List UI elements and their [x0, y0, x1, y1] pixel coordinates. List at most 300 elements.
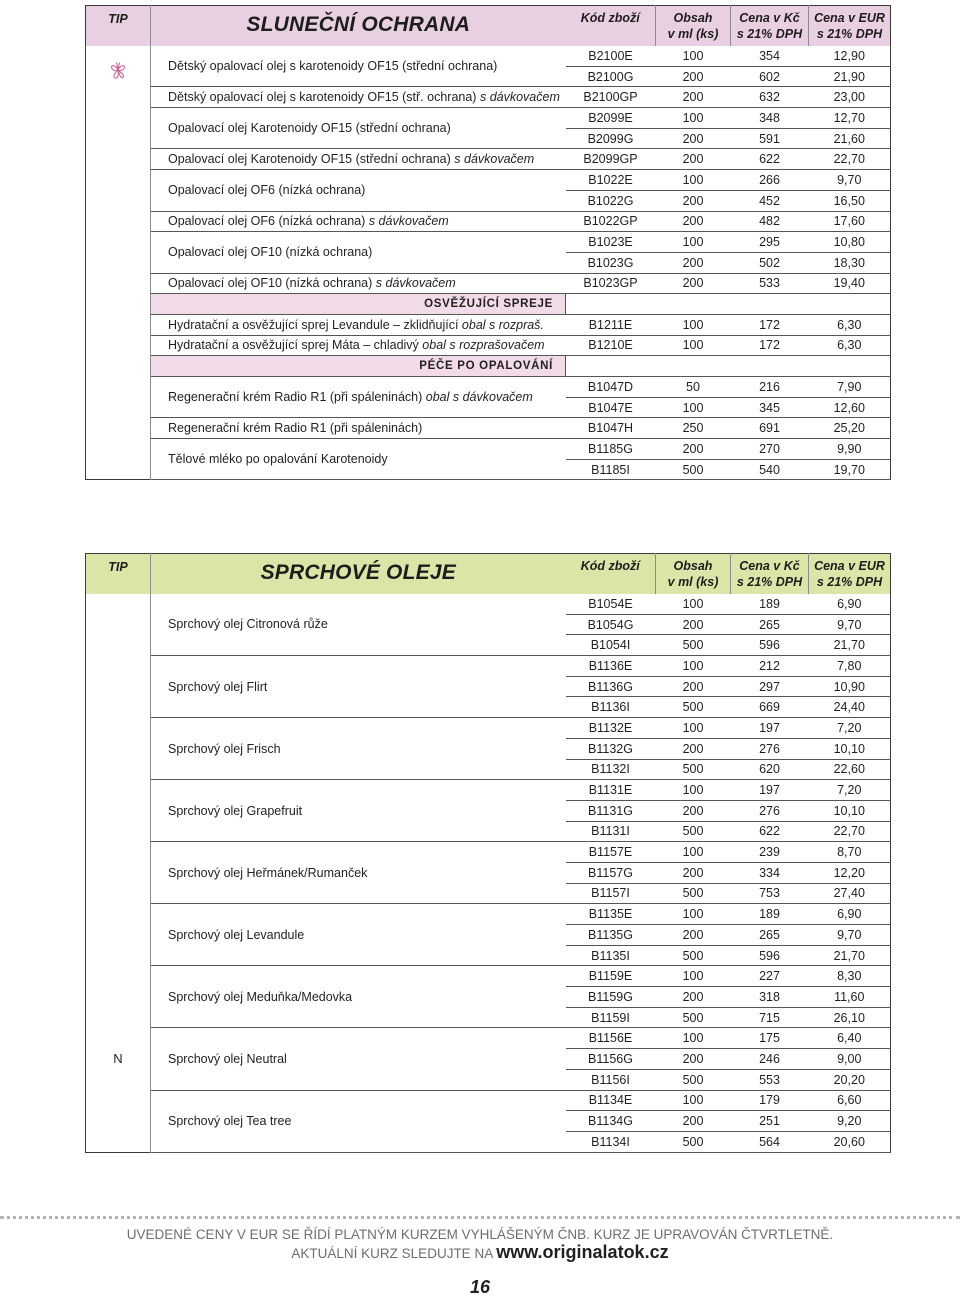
- page-number: 16: [469, 1277, 491, 1297]
- product-name: [151, 904, 566, 966]
- product-name-text: Opalovací olej Karotenoidy OF15 (střední ochrana): [168, 121, 451, 136]
- product-name-text: Dětský opalovací olej s karotenoidy OF15 (stř. ochrana): [168, 90, 477, 105]
- table-row: [86, 1028, 891, 1049]
- section-row-spacer: [566, 294, 891, 315]
- table-row: [86, 418, 891, 439]
- price-eur: 12,90: [809, 46, 891, 67]
- price-eur: 9,70: [809, 614, 891, 635]
- price-czk: 345: [731, 397, 809, 418]
- product-name: [151, 273, 566, 294]
- tip-mark: N: [113, 1050, 123, 1066]
- table-row: [86, 232, 891, 253]
- product-name: [151, 966, 566, 1028]
- table-header-row: [86, 554, 891, 594]
- product-name: [151, 418, 566, 439]
- content-volume: 100: [656, 594, 731, 615]
- product-name-text: Opalovací olej OF6 (nízká ochrana): [168, 183, 366, 198]
- content-volume: 200: [656, 800, 731, 821]
- product-code: B1159I: [566, 1007, 656, 1028]
- content-header-line-2: v ml (ks): [667, 27, 719, 41]
- price-eur: 6,30: [809, 314, 891, 335]
- product-name: [151, 439, 566, 480]
- tip-column-header: TIP: [86, 554, 151, 594]
- exchange-rate-note-line-1: UVEDENÉ CENY V EUR SE ŘÍDÍ PLATNÝM KURZEM VYHLÁŠENÝM ČNB. KURZ JE UPRAVOVÁN ČTVRTLETNĚ.: [126, 1227, 834, 1242]
- price-czk: 622: [731, 821, 809, 842]
- tip-cell: [86, 294, 151, 315]
- tip-cell: [86, 356, 151, 377]
- product-code: B1135G: [566, 925, 656, 946]
- product-code: B1134I: [566, 1131, 656, 1152]
- product-name: [151, 718, 566, 780]
- price-eur: 10,90: [809, 676, 891, 697]
- product-name: [151, 377, 566, 418]
- price-czk: 553: [731, 1069, 809, 1090]
- price-eur: 17,60: [809, 211, 891, 232]
- price-eur: 11,60: [809, 987, 891, 1008]
- tip-cell: [86, 273, 151, 294]
- price-czk: 295: [731, 232, 809, 253]
- product-name-text: Opalovací olej OF6 (nízká ochrana): [168, 214, 366, 229]
- tip-cell: [86, 335, 151, 356]
- price-eur: 20,60: [809, 1131, 891, 1152]
- table-row: [86, 594, 891, 615]
- product-name-note: s dávkovačem: [479, 90, 560, 105]
- price-czk: 596: [731, 945, 809, 966]
- table-row: [86, 149, 891, 170]
- tip-cell: [86, 108, 151, 149]
- product-code: B2099G: [566, 128, 656, 149]
- product-name: [151, 87, 566, 108]
- price-eur: 9,20: [809, 1111, 891, 1132]
- product-code: B2100GP: [566, 87, 656, 108]
- product-code: B1054I: [566, 635, 656, 656]
- product-name-text: Sprchový olej Tea tree: [168, 1114, 292, 1129]
- content-header-line-1: Obsah: [673, 11, 713, 25]
- price-eur-header-line-1: Cena v EUR: [814, 559, 885, 573]
- table-row: [86, 211, 891, 232]
- content-volume: 500: [656, 1007, 731, 1028]
- product-name: [151, 1028, 566, 1090]
- price-eur: 8,70: [809, 842, 891, 863]
- content-volume: 50: [656, 377, 731, 398]
- product-code: B1022G: [566, 190, 656, 211]
- tip-cell: [86, 594, 151, 656]
- price-czk-header-line-1: Cena v Kč: [739, 11, 800, 25]
- product-name-text: Sprchový olej Neutral: [168, 1051, 287, 1066]
- product-code: B1131G: [566, 800, 656, 821]
- price-czk-header-line-2: s 21% DPH: [736, 27, 803, 41]
- product-code: B1157E: [566, 842, 656, 863]
- product-name-text: Sprchový olej Citronová růže: [168, 617, 328, 632]
- content-volume: 500: [656, 697, 731, 718]
- content-column-header: [656, 6, 731, 46]
- content-volume: 200: [656, 439, 731, 460]
- product-code: B1023GP: [566, 273, 656, 294]
- content-volume: 100: [656, 1028, 731, 1049]
- product-code: B1136G: [566, 676, 656, 697]
- product-code: B1054E: [566, 594, 656, 615]
- table-row: [86, 718, 891, 739]
- product-name-text: Regenerační krém Radio R1 (při spáleninách): [168, 421, 423, 436]
- content-volume: 200: [656, 1049, 731, 1070]
- product-code: B1159E: [566, 966, 656, 987]
- product-code: B1131E: [566, 780, 656, 801]
- table-title: SPRCHOVÉ OLEJE: [260, 561, 456, 584]
- table-row: [86, 966, 891, 987]
- product-name: [151, 211, 566, 232]
- content-volume: 200: [656, 925, 731, 946]
- price-eur: 7,90: [809, 377, 891, 398]
- price-czk: 715: [731, 1007, 809, 1028]
- price-eur: 23,00: [809, 87, 891, 108]
- content-volume: 250: [656, 418, 731, 439]
- table-row: [86, 46, 891, 67]
- product-name-text: Regenerační krém Radio R1 (při spáleninách): [168, 390, 423, 405]
- price-czk: 270: [731, 439, 809, 460]
- product-code: B1156G: [566, 1049, 656, 1070]
- product-name-text: Opalovací olej Karotenoidy OF15 (střední ochrana): [168, 152, 451, 167]
- content-volume: 200: [656, 128, 731, 149]
- tip-cell: [86, 170, 151, 211]
- content-volume: 200: [656, 614, 731, 635]
- content-volume: 500: [656, 635, 731, 656]
- content-volume: 500: [656, 1069, 731, 1090]
- price-eur: 21,70: [809, 945, 891, 966]
- content-volume: 500: [656, 883, 731, 904]
- table-row: [86, 335, 891, 356]
- price-czk: 591: [731, 128, 809, 149]
- price-eur: 25,20: [809, 418, 891, 439]
- price-czk: 632: [731, 87, 809, 108]
- content-volume: 100: [656, 232, 731, 253]
- price-czk-column-header: [731, 6, 809, 46]
- tip-cell: [86, 232, 151, 273]
- product-name-text: Sprchový olej Frisch: [168, 741, 281, 756]
- product-code: B1185G: [566, 439, 656, 460]
- table-row: [86, 170, 891, 191]
- price-eur: 18,30: [809, 252, 891, 273]
- price-czk: 266: [731, 170, 809, 191]
- tip-cell: [86, 377, 151, 418]
- price-eur: 7,20: [809, 718, 891, 739]
- product-name: [151, 149, 566, 170]
- price-eur: 6,90: [809, 594, 891, 615]
- product-name-text: Opalovací olej OF10 (nízká ochrana): [168, 276, 373, 291]
- price-czk: 197: [731, 780, 809, 801]
- tip-cell: [86, 418, 151, 439]
- price-czk: 482: [731, 211, 809, 232]
- content-volume: 200: [656, 252, 731, 273]
- price-czk: 348: [731, 108, 809, 129]
- price-eur: 19,40: [809, 273, 891, 294]
- price-eur: 10,10: [809, 738, 891, 759]
- price-czk: 189: [731, 904, 809, 925]
- product-code: B1047E: [566, 397, 656, 418]
- price-czk: 620: [731, 759, 809, 780]
- price-eur-column-header: [809, 6, 891, 46]
- price-czk-header-line-1: Cena v Kč: [739, 559, 800, 573]
- price-czk: 533: [731, 273, 809, 294]
- content-volume: 100: [656, 904, 731, 925]
- product-code: B1022E: [566, 170, 656, 191]
- product-name-note: s dávkovačem: [368, 214, 449, 229]
- product-code: B1156I: [566, 1069, 656, 1090]
- price-czk: 189: [731, 594, 809, 615]
- product-code: B1131I: [566, 821, 656, 842]
- content-volume: 500: [656, 945, 731, 966]
- product-code: B1134E: [566, 1090, 656, 1111]
- price-czk: 602: [731, 66, 809, 87]
- price-czk: 175: [731, 1028, 809, 1049]
- table-header-row: [86, 6, 891, 46]
- exchange-rate-note-line-2: [0, 1243, 960, 1262]
- price-czk: 753: [731, 883, 809, 904]
- price-czk: 265: [731, 614, 809, 635]
- content-volume: 200: [656, 149, 731, 170]
- price-eur: 12,20: [809, 862, 891, 883]
- product-code: B1023G: [566, 252, 656, 273]
- price-czk: 276: [731, 800, 809, 821]
- product-code: B1156E: [566, 1028, 656, 1049]
- tip-cell: [86, 904, 151, 966]
- tip-cell: [86, 966, 151, 1028]
- price-eur: 12,60: [809, 397, 891, 418]
- product-code: B1135I: [566, 945, 656, 966]
- product-name-text: Sprchový olej Grapefruit: [168, 803, 303, 818]
- price-eur: 6,90: [809, 904, 891, 925]
- content-volume: 200: [656, 1111, 731, 1132]
- content-volume: 500: [656, 1131, 731, 1152]
- product-code: B1211E: [566, 314, 656, 335]
- price-eur: 22,60: [809, 759, 891, 780]
- product-name-note: s dávkovačem: [375, 276, 456, 291]
- product-name: [151, 232, 566, 273]
- product-code: B1132E: [566, 718, 656, 739]
- product-code: B1136E: [566, 656, 656, 677]
- price-czk: 622: [731, 149, 809, 170]
- price-eur: 27,40: [809, 883, 891, 904]
- sun-protection-rows: [86, 46, 891, 480]
- price-eur: 7,80: [809, 656, 891, 677]
- price-czk: 691: [731, 418, 809, 439]
- price-eur: 20,20: [809, 1069, 891, 1090]
- section-heading: PÉČE PO OPALOVÁNÍ: [151, 356, 566, 377]
- content-volume: 100: [656, 46, 731, 67]
- tip-cell: [86, 780, 151, 842]
- product-code: B1210E: [566, 335, 656, 356]
- price-czk: 251: [731, 1111, 809, 1132]
- price-czk: 297: [731, 676, 809, 697]
- price-czk: 276: [731, 738, 809, 759]
- content-volume: 200: [656, 87, 731, 108]
- product-code: B1022GP: [566, 211, 656, 232]
- price-eur-header-line-2: s 21% DPH: [816, 575, 883, 589]
- tip-cell: [86, 314, 151, 335]
- product-name-text: Sprchový olej Levandule: [168, 927, 305, 942]
- product-name-note: s dávkovačem: [454, 152, 535, 167]
- product-code: B1135E: [566, 904, 656, 925]
- tip-cell: [86, 656, 151, 718]
- tip-cell: [86, 87, 151, 108]
- product-name-text: Sprchový olej Flirt: [168, 679, 268, 694]
- tip-cell: [86, 46, 151, 87]
- section-row: [86, 356, 891, 377]
- price-eur: 16,50: [809, 190, 891, 211]
- product-name-text: Sprchový olej Heřmánek/Rumanček: [168, 865, 368, 880]
- flower-icon: [107, 59, 129, 81]
- price-eur: 10,10: [809, 800, 891, 821]
- content-column-header: [656, 554, 731, 594]
- content-volume: 100: [656, 170, 731, 191]
- content-header-line-1: Obsah: [673, 559, 713, 573]
- tip-cell: [86, 211, 151, 232]
- website-url: www.originalatok.cz: [496, 1242, 669, 1262]
- content-volume: 200: [656, 862, 731, 883]
- price-czk: 239: [731, 842, 809, 863]
- product-code: B1132G: [566, 738, 656, 759]
- price-eur: 10,80: [809, 232, 891, 253]
- price-czk: 540: [731, 459, 809, 480]
- table-row: [86, 314, 891, 335]
- table-row: [86, 904, 891, 925]
- content-volume: 200: [656, 66, 731, 87]
- price-eur: 9,00: [809, 1049, 891, 1070]
- product-name: [151, 780, 566, 842]
- price-czk-column-header: [731, 554, 809, 594]
- content-volume: 100: [656, 335, 731, 356]
- table-row: [86, 273, 891, 294]
- price-eur: 9,70: [809, 925, 891, 946]
- content-volume: 200: [656, 273, 731, 294]
- product-code: B1134G: [566, 1111, 656, 1132]
- tip-cell: [86, 149, 151, 170]
- product-name: [151, 594, 566, 656]
- content-volume: 100: [656, 718, 731, 739]
- product-name: [151, 108, 566, 149]
- exchange-rate-note: [0, 1226, 960, 1262]
- price-czk: 669: [731, 697, 809, 718]
- footer-dotted-rule: [0, 1216, 960, 1219]
- product-name: [151, 842, 566, 904]
- product-code: B1023E: [566, 232, 656, 253]
- price-czk: 265: [731, 925, 809, 946]
- shower-oils-table: [85, 553, 891, 1153]
- price-czk: 318: [731, 987, 809, 1008]
- price-eur-header-line-1: Cena v EUR: [814, 11, 885, 25]
- content-volume: 100: [656, 656, 731, 677]
- table-title: SLUNEČNÍ OCHRANA: [246, 13, 471, 36]
- section-row-spacer: [566, 356, 891, 377]
- table-row: [86, 87, 891, 108]
- content-volume: 100: [656, 108, 731, 129]
- product-name-text: Dětský opalovací olej s karotenoidy OF15 (střední ochrana): [168, 58, 498, 73]
- product-code: B2100G: [566, 66, 656, 87]
- price-czk-header-line-2: s 21% DPH: [736, 575, 803, 589]
- price-eur: 24,40: [809, 697, 891, 718]
- content-volume: 100: [656, 1090, 731, 1111]
- price-eur: 22,70: [809, 149, 891, 170]
- content-volume: 100: [656, 842, 731, 863]
- code-column-header: Kód zboží: [580, 11, 640, 25]
- price-eur: 12,70: [809, 108, 891, 129]
- content-volume: 500: [656, 821, 731, 842]
- table-row: [86, 780, 891, 801]
- content-volume: 200: [656, 190, 731, 211]
- price-eur: 6,30: [809, 335, 891, 356]
- price-eur: 7,20: [809, 780, 891, 801]
- product-name-note: obal s dávkovačem: [425, 390, 533, 405]
- price-czk: 197: [731, 718, 809, 739]
- content-volume: 200: [656, 211, 731, 232]
- product-name: [151, 46, 566, 87]
- product-name: [151, 1090, 566, 1152]
- product-name-text: Hydratační a osvěžující sprej Levandule – zklidňující: [168, 317, 459, 332]
- product-name: [151, 656, 566, 718]
- price-czk: 596: [731, 635, 809, 656]
- price-eur: 26,10: [809, 1007, 891, 1028]
- content-volume: 100: [656, 314, 731, 335]
- product-name-text: Opalovací olej OF10 (nízká ochrana): [168, 245, 373, 260]
- price-eur: 22,70: [809, 821, 891, 842]
- section-row: [86, 294, 891, 315]
- price-czk: 564: [731, 1131, 809, 1152]
- tip-cell: [86, 842, 151, 904]
- price-eur-column-header: [809, 554, 891, 594]
- product-code: B2099GP: [566, 149, 656, 170]
- product-code: B2099E: [566, 108, 656, 129]
- section-heading: OSVĚŽUJÍCÍ SPREJE: [151, 294, 566, 315]
- tip-column-header: TIP: [86, 6, 151, 46]
- content-volume: 500: [656, 759, 731, 780]
- price-eur: 19,70: [809, 459, 891, 480]
- product-name-note: obal s rozprašovačem: [422, 338, 545, 353]
- product-name-text: Tělové mléko po opalování Karotenoidy: [168, 452, 388, 467]
- tip-cell: [86, 718, 151, 780]
- content-volume: 200: [656, 987, 731, 1008]
- price-eur: 8,30: [809, 966, 891, 987]
- price-eur: 21,70: [809, 635, 891, 656]
- content-volume: 100: [656, 966, 731, 987]
- price-czk: 227: [731, 966, 809, 987]
- product-name-note: obal s rozpraš.: [461, 317, 544, 332]
- table-row: [86, 377, 891, 398]
- price-czk: 354: [731, 46, 809, 67]
- content-volume: 200: [656, 738, 731, 759]
- product-code: B1047H: [566, 418, 656, 439]
- product-code: B1047D: [566, 377, 656, 398]
- content-volume: 500: [656, 459, 731, 480]
- price-czk: 216: [731, 377, 809, 398]
- product-name-text: Hydratační a osvěžující sprej Máta – chladivý: [168, 338, 419, 353]
- content-volume: 200: [656, 676, 731, 697]
- content-volume: 100: [656, 780, 731, 801]
- product-code: B1157G: [566, 862, 656, 883]
- price-eur: 9,90: [809, 439, 891, 460]
- price-czk: 452: [731, 190, 809, 211]
- product-name: [151, 170, 566, 211]
- table-row: [86, 439, 891, 460]
- price-eur: 21,90: [809, 66, 891, 87]
- tip-cell: [86, 1028, 151, 1090]
- content-volume: 100: [656, 397, 731, 418]
- exchange-rate-hint: AKTUÁLNÍ KURZ SLEDUJTE NA: [291, 1246, 493, 1261]
- product-name: [151, 335, 566, 356]
- price-czk: 172: [731, 314, 809, 335]
- price-czk: 179: [731, 1090, 809, 1111]
- product-code: B1132I: [566, 759, 656, 780]
- price-czk: 246: [731, 1049, 809, 1070]
- product-name: [151, 314, 566, 335]
